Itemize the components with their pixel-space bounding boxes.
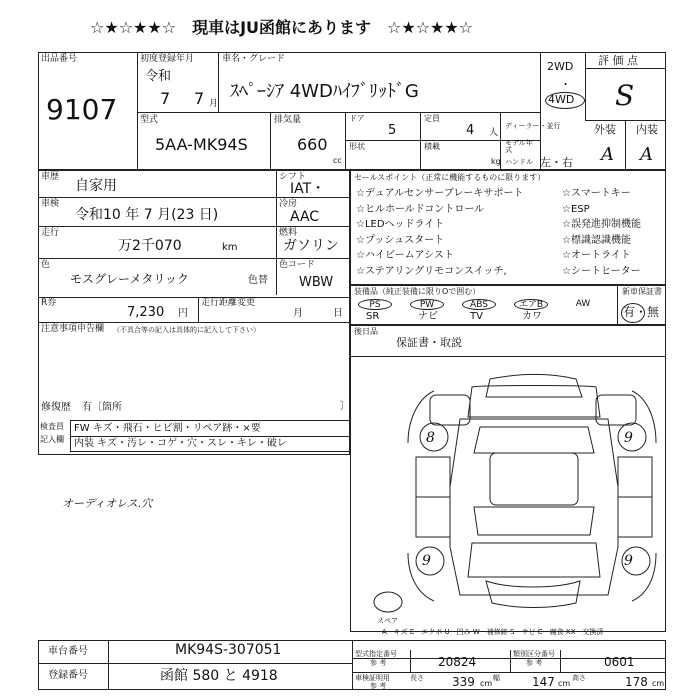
category-sub: 参 考	[526, 659, 543, 667]
sales-point-left-item: ☆ヒルホールドコントロール	[356, 203, 485, 215]
inspector-label-2: 記入欄	[40, 435, 64, 444]
registration-era: 令和	[145, 69, 172, 84]
inspector-row-2: 内装 キズ・汚レ・コゲ・穴・スレ・キレ・破レ	[74, 438, 287, 449]
handle-label: ハンドル	[505, 158, 533, 166]
aircon-value: AAC	[290, 209, 320, 225]
equipment-item: PS	[358, 299, 392, 310]
history-label: 車歴	[41, 172, 60, 182]
sales-point-right-item: ☆スマートキー	[562, 188, 631, 199]
shift-value: IAT・	[290, 181, 326, 197]
tire-mark-rear-left: 9	[422, 553, 431, 569]
model-value: 5AA-MK94S	[155, 135, 248, 154]
load-unit: kg	[491, 157, 501, 166]
spare-label: スペア	[377, 617, 398, 625]
repair-value: 有〔箇所	[82, 402, 122, 413]
recycle-label: R券	[41, 298, 57, 308]
plate-label: 登録番号	[48, 670, 88, 681]
sales-point-left-item: ☆デュアルセンサーブレーキサポート	[356, 188, 524, 199]
width-label: 幅	[493, 674, 500, 682]
car-diagram	[350, 357, 666, 632]
chassis-value: MK94S-307051	[175, 642, 282, 658]
tire-mark-rear-right: 9	[624, 553, 633, 569]
sales-point-left-item: ☆ハイビームアシスト	[356, 250, 454, 261]
drive-4wd: 4WD	[548, 93, 575, 106]
cert-sub: 参 考	[370, 682, 387, 690]
displacement-label: 排気量	[274, 115, 302, 125]
shape-label: 形状	[349, 142, 365, 151]
color-code-label: 色コード	[279, 260, 316, 270]
drive-2wd: 2WD	[547, 60, 574, 73]
doors-label: ドア	[349, 114, 365, 123]
warranty-value: 有・無	[623, 305, 660, 319]
type-designation-label: 型式指定番号	[355, 650, 397, 658]
damage-legend: A－キズ E－エクボ U－凹み W－補修跡 S－サビ C－腐食 XX－交換済	[382, 628, 604, 636]
equipment-item-sub: ナビ	[418, 311, 438, 322]
interior-label: 内装	[636, 123, 658, 136]
height-label: 高さ	[572, 674, 586, 682]
sales-point-left-item: ☆プッシュスタート	[356, 234, 445, 246]
recycle-value: 7,230	[127, 305, 165, 320]
displacement-value: 660	[297, 135, 328, 154]
sales-point-right-item: ☆ESP	[562, 203, 590, 215]
lot-label: 出品番号	[41, 54, 78, 64]
category-value: 0601	[604, 655, 635, 669]
displacement-unit: cc	[333, 156, 342, 165]
registration-month: 7	[194, 89, 205, 108]
sales-points-label: セールスポイント（正常に機能するものに限ります）	[354, 173, 546, 182]
length-value: 339	[452, 675, 475, 689]
mileage-unit: km	[222, 242, 238, 253]
doors-value: 5	[388, 123, 397, 138]
meter-change-label: 走行距離変更	[201, 298, 256, 308]
repair-label: 修復歴	[41, 402, 71, 413]
length-unit: cm	[480, 679, 493, 688]
equipment-item: PW	[410, 299, 444, 310]
fuel-label: 燃料	[279, 228, 298, 238]
category-label: 類別区分番号	[513, 650, 555, 658]
equipment-item: ABS	[462, 299, 496, 310]
shift-label: シフト	[279, 172, 307, 182]
car-name: ｽﾍﾟｰｼｱ 4WDﾊｲﾌﾞﾘｯﾄﾞG	[230, 81, 419, 102]
handwritten-note: オーディオレス.穴	[62, 497, 153, 510]
cert-label: 車検証明用	[355, 674, 390, 682]
registration-label: 初度登録年月	[140, 54, 195, 64]
inspection-label: 車検	[41, 199, 60, 209]
inspection-value: 令和10 年 7 月(23 日)	[75, 207, 219, 223]
exterior-label: 外装	[594, 123, 616, 136]
handle-value: 左・右	[540, 156, 573, 169]
lot-number: 9107	[46, 93, 118, 126]
fuel-value: ガソリン	[283, 238, 339, 254]
sales-point-left-item: ☆ステアリングリモコンスイッチ,	[356, 265, 507, 277]
accessories-value: 保証書・取説	[396, 336, 462, 349]
warranty-label: 新車保証書	[622, 287, 662, 296]
capacity-unit: 人	[489, 128, 499, 138]
width-value: 147	[532, 675, 555, 689]
inspector-row-1: FW キズ・飛石・ヒビ割・リペア跡・×要	[74, 423, 261, 434]
banner: ☆★☆★★☆ 現車はJU函館にあります ☆★☆★★☆	[90, 18, 474, 37]
history-value: 自家用	[75, 178, 117, 194]
inspector-label-1: 検査員	[40, 422, 64, 431]
equipment-item: AW	[575, 299, 591, 309]
capacity-value: 4	[466, 123, 475, 138]
color-value: モスグレーメタリック	[70, 272, 189, 286]
recycle-unit: 円	[178, 308, 188, 319]
sales-point-right-item: ☆標識認識機能	[562, 234, 631, 246]
type-designation-value: 20824	[438, 655, 477, 669]
height-unit: cm	[652, 679, 665, 688]
load-label: 積載	[424, 142, 440, 151]
chassis-label: 車台番号	[48, 646, 88, 657]
equipment-item-sub: カワ	[522, 311, 542, 322]
color-code-value: WBW	[299, 275, 334, 290]
registration-year: 7	[160, 89, 171, 108]
sales-point-right-item: ☆誤発進抑制機能	[562, 219, 641, 230]
mileage-label: 走行	[41, 228, 60, 238]
car-name-label: 車名・グレード	[222, 54, 286, 64]
color-label: 色	[41, 260, 51, 270]
model-label: 型式	[140, 115, 159, 125]
meter-change-month: 月	[293, 308, 303, 319]
notes-sub: （不具合等の記入は具体的に記入して下さい）	[113, 326, 260, 334]
exterior-value: A	[601, 144, 614, 165]
width-unit: cm	[558, 679, 571, 688]
model-year-label: モデル年式	[505, 139, 533, 154]
tire-mark-front-right: 9	[624, 430, 633, 446]
height-value: 178	[625, 675, 648, 689]
mileage-value: 万2千070	[118, 238, 182, 254]
equipment-item-sub: TV	[470, 311, 483, 322]
meter-change-day: 日	[333, 308, 343, 319]
notes-label: 注意事項申告欄	[41, 324, 105, 334]
sales-point-right-item: ☆オートライト	[562, 250, 631, 261]
plate-value: 函館 580 と 4918	[160, 668, 278, 684]
accessories-label: 後日品	[354, 327, 378, 336]
tire-mark-front-left: 8	[426, 430, 435, 446]
interior-value: A	[640, 144, 653, 165]
score-label: 評 価 点	[598, 54, 638, 67]
capacity-label: 定員	[424, 114, 440, 123]
color-change-label: 色替	[248, 275, 268, 286]
equipment-label: 装備品（純正装備に限りOで囲む）	[354, 287, 481, 296]
sales-point-right-item: ☆シートヒーター	[562, 265, 641, 277]
registration-month-unit: 月	[209, 99, 219, 109]
aircon-label: 冷房	[279, 199, 298, 209]
sales-point-left-item: ☆LEDヘッドライト	[356, 219, 445, 230]
score-value: S	[615, 79, 635, 112]
equipment-item: エアB	[514, 299, 548, 310]
equipment-item-sub: SR	[366, 311, 380, 322]
type-designation-sub: 参 考	[370, 659, 387, 667]
length-label: 長さ	[410, 674, 424, 682]
dealer-label: ディーラー・並行	[505, 122, 561, 130]
